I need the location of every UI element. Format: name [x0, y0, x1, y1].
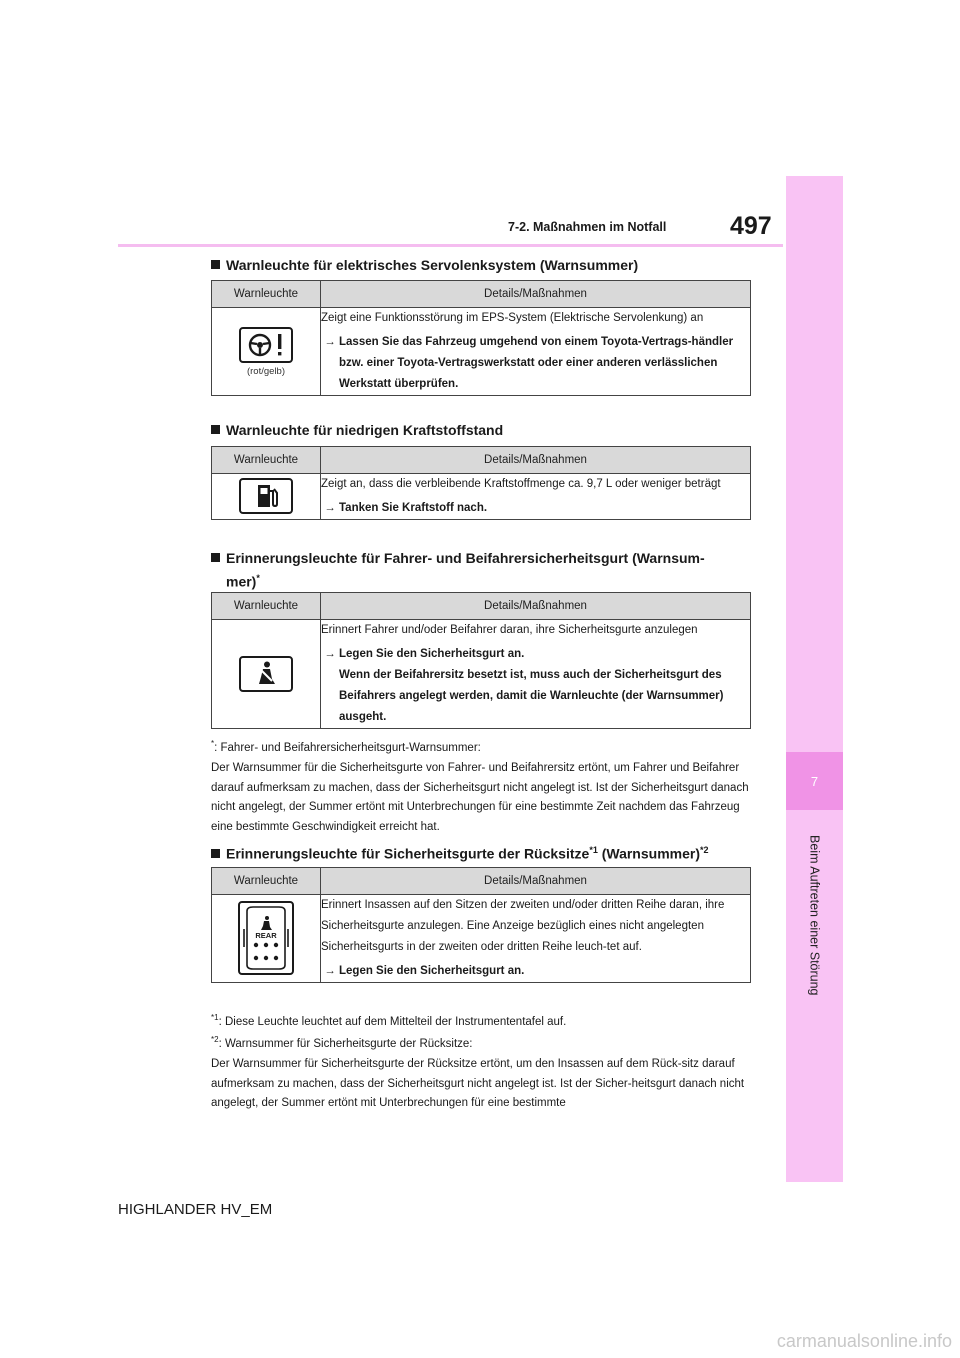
footer-model: HIGHLANDER HV_EM	[118, 1201, 273, 1218]
section-heading-seatbelt: Erinnerungsleuchte für Fahrer- und Beifahrersicherheitsgurt (Warnsum- mer)*	[211, 548, 705, 592]
section-title: 7-2. Maßnahmen im Notfall	[508, 220, 667, 234]
bullet-square-icon	[211, 260, 220, 269]
action-item	[321, 961, 750, 982]
warning-table-fuel	[211, 446, 751, 520]
chapter-title: Beim Auftreten einer Störung	[807, 834, 822, 996]
action-text: Legen Sie den Sicherheitsgurt an.	[339, 648, 525, 660]
header-divider	[118, 244, 783, 247]
section-heading-fuel: Warnleuchte für niedrigen Kraftstoffstand	[211, 420, 503, 440]
column-header-warning-light: Warnleuchte	[212, 447, 321, 474]
paragraph: Der Warnsummer für die Sicherheitsgurte von Fahrer- und Beifahrersitz ertönt, um Fahrer und Beifahrer darauf aufmerksam zu machen, dass der Sicherheitsgurt nicht angelegt ist. Ist der Sicherheitsgurt danach nicht angelegt, der Summer ertönt mit Unterbrechungen für eine bestimmte Zeit nachdem das Fahrzeug eine bestimmte Geschwindigkeit erreicht hat.	[211, 762, 749, 833]
chapter-number-tab	[786, 752, 843, 810]
action-text: Lassen Sie das Fahrzeug umgehend von einem Toyota-Vertrags-händler bzw. einer Toyota-Vertragswerkstatt oder einer anderen verlässlichen Werkstatt überprüfen.	[339, 336, 734, 390]
icon-cell	[212, 308, 321, 396]
details-cell	[321, 308, 751, 396]
column-header-warning-light: Warnleuchte	[212, 868, 321, 895]
seatbelt-reminder-icon	[239, 656, 293, 692]
page-number: 497	[730, 212, 772, 240]
power-steering-warning-icon	[239, 327, 293, 363]
warning-description: Erinnert Insassen auf den Sitzen der zweiten und/oder dritten Reihe daran, ihre Sicherheitsgurte anzulegen. Eine Anzeige bezüglich eines nicht angelegten Sicherheitsgurts in der zweiten oder dritten Reihe leuch-tet auf.	[321, 899, 725, 953]
chapter-title-tab	[786, 820, 843, 1010]
details-cell	[321, 620, 751, 729]
warning-description: Zeigt eine Funktionsstörung im EPS-System (Elektrische Servolenkung) an	[321, 312, 704, 324]
warning-table-seatbelt	[211, 592, 751, 729]
action-text: Tanken Sie Kraftstoff nach.	[339, 502, 488, 514]
column-header-details: Details/Maßnahmen	[321, 868, 751, 895]
icon-cell	[212, 620, 321, 729]
chapter-number: 7	[810, 774, 819, 789]
warning-description: Zeigt an, dass die verbleibende Kraftstoffmenge ca. 9,7 L oder weniger beträgt	[321, 478, 721, 490]
column-header-details: Details/Maßnahmen	[321, 447, 751, 474]
chapter-side-tab	[786, 176, 843, 1182]
warning-description: Erinnert Fahrer und/oder Beifahrer daran, ihre Sicherheitsgurte anzulegen	[321, 624, 698, 636]
footnote-1: $^{*1}$: Diese Leuchte leuchtet auf dem Mittelteil der Instrumententafel auf.	[211, 1013, 567, 1028]
watermark: carmanualsonline.info	[776, 1331, 952, 1351]
icon-cell	[212, 474, 321, 520]
icon-cell	[212, 895, 321, 983]
action-item	[321, 498, 750, 519]
arrow-icon: →	[324, 965, 336, 977]
fuel-pump-icon	[239, 478, 293, 514]
column-header-details: Details/Maßnahmen	[321, 593, 751, 620]
action-item	[321, 332, 750, 395]
arrow-icon: →	[324, 336, 336, 348]
arrow-icon: →	[324, 502, 336, 514]
rear-seatbelt-reminder-icon	[238, 901, 294, 975]
section-heading-power-steering: Warnleuchte für elektrisches Servolenksystem (Warnsummer)	[211, 255, 638, 275]
bullet-square-icon	[211, 553, 220, 562]
column-header-warning-light: Warnleuchte	[212, 593, 321, 620]
column-header-warning-light: Warnleuchte	[212, 281, 321, 308]
footnote: *: Fahrer- und Beifahrersicherheitsgurt-Warnsummer:	[211, 739, 481, 754]
action-extra-text: Wenn der Beifahrersitz besetzt ist, muss auch der Sicherheitsgurt des Beifahrers angelegt werden, damit die Warnleuchte (der Warnsummer) ausgeht.	[339, 669, 724, 723]
details-cell	[321, 474, 751, 520]
bullet-square-icon	[211, 849, 220, 858]
paragraph: Der Warnsummer für Sicherheitsgurte der Rücksitze ertönt, um den Insassen auf dem Rück-sitz darauf aufmerksam zu machen, dass der Sicherheitsgurt nicht angelegt ist. Ist der Sicher-heitsgurt danach nicht angelegt, der Summer ertönt mit Unterbrechungen für eine bestimmte	[211, 1058, 745, 1109]
details-cell	[321, 895, 751, 983]
icon-caption: (rot/gelb)	[246, 365, 285, 377]
warning-table-power-steering	[211, 280, 751, 396]
rear-label: REAR	[255, 931, 277, 940]
section-heading-rear-seatbelt: Erinnerungsleuchte für Sicherheitsgurte der Rücksitze$^{*1}$ (Warnsummer)$^{*2}$	[211, 840, 709, 864]
column-header-details: Details/Maßnahmen	[321, 281, 751, 308]
warning-table-rear-seatbelt	[211, 867, 751, 983]
arrow-icon: →	[324, 648, 336, 660]
action-item	[321, 644, 750, 728]
bullet-square-icon	[211, 425, 220, 434]
footnote-2: $^{*2}$: Warnsummer für Sicherheitsgurte der Rücksitze:	[211, 1035, 473, 1050]
action-text: Legen Sie den Sicherheitsgurt an.	[339, 965, 525, 977]
